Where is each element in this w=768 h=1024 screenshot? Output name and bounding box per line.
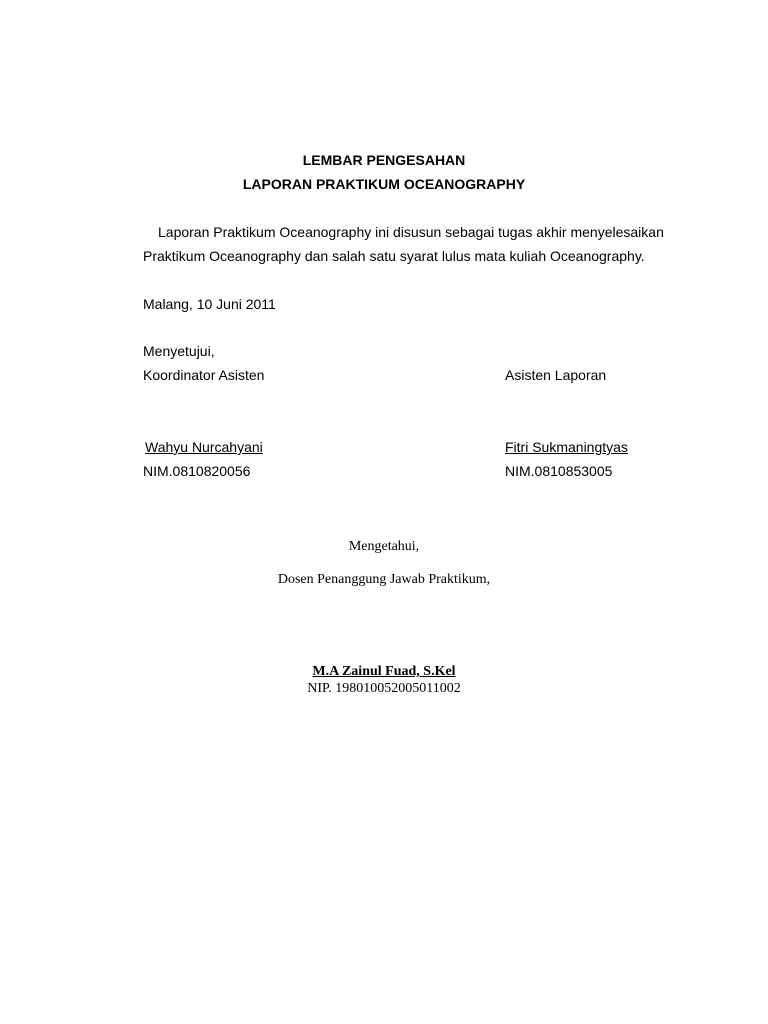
paragraph-line-2: Praktikum Oceanography dan salah satu syarat lulus mata kuliah Oceanography. bbox=[143, 248, 645, 264]
acknowledgement-role: Dosen Penanggung Jawab Praktikum, bbox=[277, 572, 491, 587]
lecturer-name: M.A Zainul Fuad, S.Kel bbox=[312, 664, 456, 679]
left-signatory-nim: NIM.0810820056 bbox=[143, 463, 251, 479]
left-signatory-role: Koordinator Asisten bbox=[143, 367, 265, 383]
approval-label: Menyetujui, bbox=[143, 343, 215, 359]
left-signatory-name: Wahyu Nurcahyani bbox=[145, 439, 263, 455]
lecturer-nip: NIP. 198010052005011002 bbox=[307, 681, 461, 696]
right-signatory-name: Fitri Sukmaningtyas bbox=[505, 439, 628, 455]
place-date: Malang, 10 Juni 2011 bbox=[143, 296, 276, 312]
title-line-1: LEMBAR PENGESAHAN bbox=[302, 152, 466, 168]
paragraph-line-1: Laporan Praktikum Oceanography ini disusun sebagai tugas akhir menyelesaikan bbox=[158, 224, 664, 240]
acknowledgement-label: Mengetahui, bbox=[348, 539, 420, 554]
title-line-2: LAPORAN PRAKTIKUM OCEANOGRAPHY bbox=[242, 176, 526, 192]
right-signatory-nim: NIM.0810853005 bbox=[505, 463, 613, 479]
right-signatory-role: Asisten Laporan bbox=[505, 367, 607, 383]
